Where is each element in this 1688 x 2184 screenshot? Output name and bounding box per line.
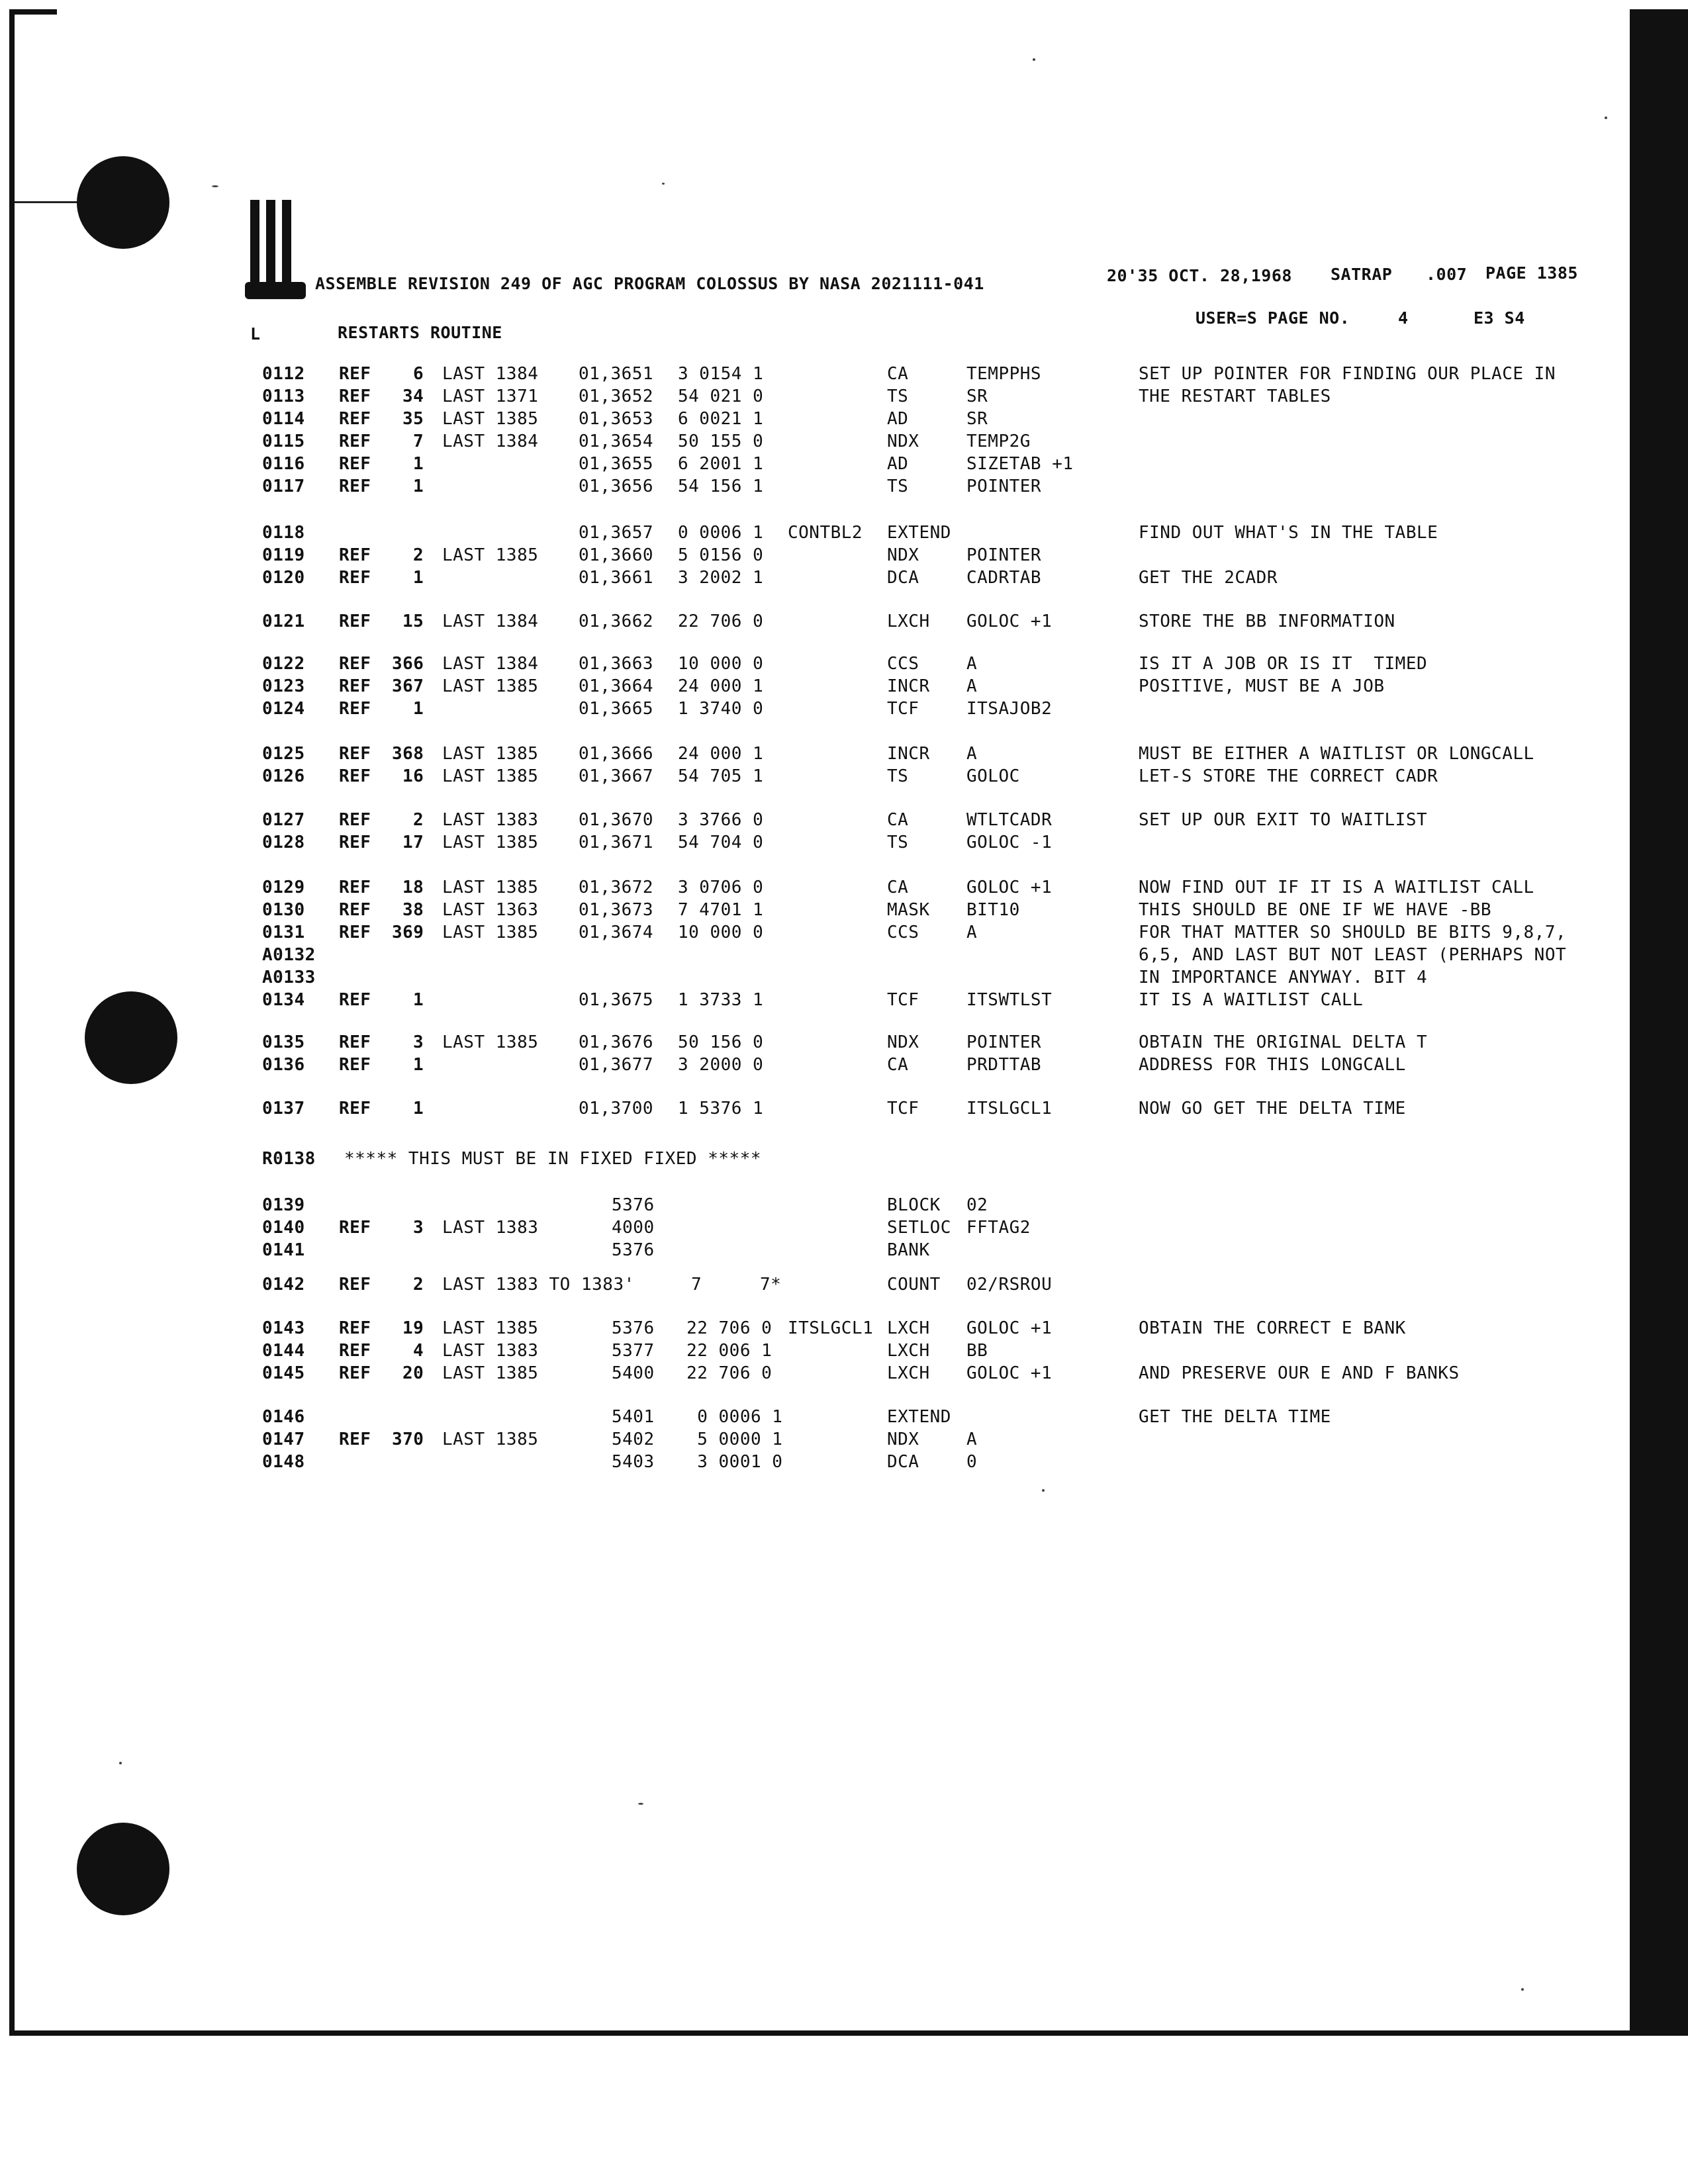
listing-code: 3 2000 0 xyxy=(678,1055,764,1075)
listing-code: 5376 22 706 0 xyxy=(612,1318,773,1338)
listing-code: 54 021 0 xyxy=(678,387,764,406)
listing-ref-count: 367 xyxy=(392,676,424,696)
listing-comment: NOW GO GET THE DELTA TIME xyxy=(1139,1099,1406,1118)
listing-r: REF xyxy=(339,990,371,1010)
listing-r: REF xyxy=(339,387,371,406)
listing-op: NDX xyxy=(887,432,919,451)
listing-code: 54 704 0 xyxy=(678,833,764,852)
listing-op: TCF xyxy=(887,990,919,1010)
listing-n: A0133 xyxy=(262,968,316,987)
listing-op: LXCH xyxy=(887,1363,930,1383)
listing-addr: 01,3663 xyxy=(579,654,654,674)
edition: E3 S4 xyxy=(1474,308,1525,328)
listing-n: 0125 xyxy=(262,744,305,764)
listing-n: 0117 xyxy=(262,477,305,496)
listing-addr: 01,3666 xyxy=(579,744,654,764)
listing-comment: 6,5, AND LAST BUT NOT LEAST (PERHAPS NOT xyxy=(1139,945,1567,965)
listing-ref-count: 370 xyxy=(392,1430,424,1449)
listing-operand: SIZETAB +1 xyxy=(966,454,1074,474)
listing-n: 0134 xyxy=(262,990,305,1010)
scan-speck xyxy=(638,1803,643,1805)
listing-code: 3 2002 1 xyxy=(678,568,764,588)
listing-comment: FIND OUT WHAT'S IN THE TABLE xyxy=(1139,523,1438,543)
listing-n: 0116 xyxy=(262,454,305,474)
listing-addr: 01,3673 xyxy=(579,900,654,920)
listing-op: CCS xyxy=(887,654,919,674)
listing-op: CA xyxy=(887,878,909,897)
listing-comment: STORE THE BB INFORMATION xyxy=(1139,612,1395,631)
punch-hole-middle xyxy=(85,991,177,1084)
listing-ref-count: 368 xyxy=(392,744,424,764)
listing-addr: 01,3700 xyxy=(579,1099,654,1118)
listing-op: EXTEND xyxy=(887,1407,951,1427)
listing-code: 5403 3 0001 0 xyxy=(612,1452,783,1472)
listing-addr: 01,3672 xyxy=(579,878,654,897)
listing-n: 0130 xyxy=(262,900,305,920)
listing-n: 0113 xyxy=(262,387,305,406)
program-version: .007 xyxy=(1426,265,1468,284)
listing-op: CA xyxy=(887,1055,909,1075)
listing-label: ITSLGCL1 xyxy=(788,1318,874,1338)
listing-last: LAST 1385 xyxy=(442,878,539,897)
listing-code: 6 2001 1 xyxy=(678,454,764,474)
listing-operand: 02 xyxy=(966,1195,988,1215)
listing-op: DCA xyxy=(887,1452,919,1472)
listing-operand: SR xyxy=(966,387,988,406)
listing-comment: THE RESTART TABLES xyxy=(1139,387,1331,406)
listing-n: 0131 xyxy=(262,923,305,942)
listing-op: TS xyxy=(887,766,909,786)
scan-speck xyxy=(1605,116,1607,119)
timestamp: 20'35 OCT. 28,1968 xyxy=(1107,266,1292,285)
listing-ref-count: 1 xyxy=(413,454,424,474)
listing-n: 0120 xyxy=(262,568,305,588)
listing-operand: 02/RSROU xyxy=(966,1275,1053,1295)
listing-code: 5 0156 0 xyxy=(678,545,764,565)
page-number: PAGE 1385 xyxy=(1485,263,1578,283)
listing-op: INCR xyxy=(887,744,930,764)
listing-r: REF xyxy=(339,477,371,496)
listing-n: 0126 xyxy=(262,766,305,786)
listing-op: INCR xyxy=(887,676,930,696)
listing-n: 0119 xyxy=(262,545,305,565)
listing-code: 3 0154 1 xyxy=(678,364,764,384)
listing-op: CA xyxy=(887,810,909,830)
listing-op: LXCH xyxy=(887,1341,930,1361)
listing-addr: 01,3651 xyxy=(579,364,654,384)
listing-last: LAST 1384 xyxy=(442,612,539,631)
listing-ref-count: 1 xyxy=(413,568,424,588)
scan-speck xyxy=(1521,1988,1524,1991)
listing-op: CA xyxy=(887,364,909,384)
listing-code: 54 156 1 xyxy=(678,477,764,496)
listing-op: TCF xyxy=(887,1099,919,1118)
listing-r: REF xyxy=(339,612,371,631)
listing-r: REF xyxy=(339,878,371,897)
listing-n: 0140 xyxy=(262,1218,305,1238)
listing-op: BANK xyxy=(887,1240,930,1260)
listing-code: 10 000 0 xyxy=(678,654,764,674)
listing-code: 1 3733 1 xyxy=(678,990,764,1010)
listing-operand: A xyxy=(966,744,978,764)
listing-op: MASK xyxy=(887,900,930,920)
scan-speck xyxy=(212,185,218,187)
listing-r: REF xyxy=(339,364,371,384)
punch-hole-bottom xyxy=(77,1823,169,1915)
listing-operand: TEMPPHS xyxy=(966,364,1042,384)
listing-r: REF xyxy=(339,676,371,696)
listing-op: DCA xyxy=(887,568,919,588)
listing-operand: A xyxy=(966,923,978,942)
listing-r: REF xyxy=(339,744,371,764)
listing-code: 5376 xyxy=(612,1195,655,1215)
listing-r: REF xyxy=(339,699,371,719)
listing-n: 0144 xyxy=(262,1341,305,1361)
listing-n: 0146 xyxy=(262,1407,305,1427)
listing-op: AD xyxy=(887,409,909,429)
listing-ref-count: 16 xyxy=(402,766,424,786)
listing-code: 5401 0 0006 1 xyxy=(612,1407,783,1427)
listing-op: EXTEND xyxy=(887,523,951,543)
listing-n: 0142 xyxy=(262,1275,305,1295)
listing-ref-count: 1 xyxy=(413,699,424,719)
listing-r: REF xyxy=(339,900,371,920)
listing-comment: NOW FIND OUT IF IT IS A WAITLIST CALL xyxy=(1139,878,1534,897)
listing-addr: 01,3664 xyxy=(579,676,654,696)
listing-op: NDX xyxy=(887,1032,919,1052)
listing-last: LAST 1385 xyxy=(442,409,539,429)
listing-n: 0148 xyxy=(262,1452,305,1472)
listing-code: 54 705 1 xyxy=(678,766,764,786)
listing-code: 5376 xyxy=(612,1240,655,1260)
listing-n: 0114 xyxy=(262,409,305,429)
listing-ref-count: 19 xyxy=(402,1318,424,1338)
listing-code: 24 000 1 xyxy=(678,744,764,764)
listing-addr: 7 xyxy=(691,1275,702,1295)
listing-ref-count: 2 xyxy=(413,1275,424,1295)
scan-speck xyxy=(1033,58,1035,61)
listing-n: A0132 xyxy=(262,945,316,965)
listing-ref-count: 7 xyxy=(413,432,424,451)
listing-r: REF xyxy=(339,810,371,830)
top-corner-rule xyxy=(9,9,57,15)
listing-last: LAST 1363 xyxy=(442,900,539,920)
listing-operand: A xyxy=(966,676,978,696)
listing-comment: MUST BE EITHER A WAITLIST OR LONGCALL xyxy=(1139,744,1534,764)
listing-code: 1 3740 0 xyxy=(678,699,764,719)
listing-addr: 01,3677 xyxy=(579,1055,654,1075)
listing-n: 0128 xyxy=(262,833,305,852)
listing-r: REF xyxy=(339,1430,371,1449)
listing-operand: GOLOC +1 xyxy=(966,878,1053,897)
user-page-number: 4 xyxy=(1398,308,1409,328)
listing-comment: OBTAIN THE CORRECT E BANK xyxy=(1139,1318,1406,1338)
listing-last: LAST 1385 xyxy=(442,1363,539,1383)
listing-last: LAST 1385 xyxy=(442,833,539,852)
listing-code: 50 156 0 xyxy=(678,1032,764,1052)
program-name: SATRAP xyxy=(1331,265,1393,284)
hole-guide-line xyxy=(15,201,78,203)
listing-operand: BB xyxy=(966,1341,988,1361)
listing-r: REF xyxy=(339,1099,371,1118)
listing-ref-count: 3 xyxy=(413,1218,424,1238)
listing-n: 0139 xyxy=(262,1195,305,1215)
listing-operand: GOLOC +1 xyxy=(966,1363,1053,1383)
listing-code: 0 0006 1 xyxy=(678,523,764,543)
listing-last: LAST 1385 xyxy=(442,676,539,696)
listing-addr: 01,3654 xyxy=(579,432,654,451)
scan-speck xyxy=(662,183,665,185)
listing-code: 5402 5 0000 1 xyxy=(612,1430,783,1449)
listing-r: REF xyxy=(339,1275,371,1295)
listing-ref-count: 369 xyxy=(392,923,424,942)
listing-operand: POINTER xyxy=(966,545,1042,565)
printer-logo-base xyxy=(245,282,306,299)
listing-code: 1 5376 1 xyxy=(678,1099,764,1118)
listing-operand: 0 xyxy=(966,1452,978,1472)
listing-last: LAST 1384 xyxy=(442,432,539,451)
listing-ref-count: 1 xyxy=(413,1055,424,1075)
listing-operand: GOLOC xyxy=(966,766,1020,786)
listing-operand: GOLOC -1 xyxy=(966,833,1053,852)
listing-ref-count: 35 xyxy=(402,409,424,429)
listing-op: NDX xyxy=(887,1430,919,1449)
listing-op: NDX xyxy=(887,545,919,565)
listing-label: CONTBL2 xyxy=(788,523,863,543)
listing-op: TS xyxy=(887,477,909,496)
right-scan-edge xyxy=(1630,9,1688,2036)
section-marker: L xyxy=(250,324,261,343)
listing-n: 0115 xyxy=(262,432,305,451)
listing-operand: GOLOC +1 xyxy=(966,1318,1053,1338)
listing-code: 3 3766 0 xyxy=(678,810,764,830)
listing-r: REF xyxy=(339,923,371,942)
listing-n: 0121 xyxy=(262,612,305,631)
punch-hole-top xyxy=(77,156,169,249)
assemble-revision-line: ASSEMBLE REVISION 249 OF AGC PROGRAM COLOSSUS BY NASA 2021111-041 xyxy=(315,274,984,293)
listing-n: 0141 xyxy=(262,1240,305,1260)
listing-op: LXCH xyxy=(887,612,930,631)
listing-ref-count: 6 xyxy=(413,364,424,384)
listing-comment: FOR THAT MATTER SO SHOULD BE BITS 9,8,7, xyxy=(1139,923,1567,942)
listing-operand: ITSLGCL1 xyxy=(966,1099,1053,1118)
listing-operand: CADRTAB xyxy=(966,568,1042,588)
listing-last: LAST 1385 xyxy=(442,923,539,942)
listing-last: LAST 1385 xyxy=(442,1430,539,1449)
listing-last: LAST 1385 xyxy=(442,545,539,565)
listing-ref-count: 15 xyxy=(402,612,424,631)
listing-r: REF xyxy=(339,766,371,786)
listing-r: REF xyxy=(339,1218,371,1238)
listing-addr: 01,3662 xyxy=(579,612,654,631)
listing-ref-count: 366 xyxy=(392,654,424,674)
listing-comment: POSITIVE, MUST BE A JOB xyxy=(1139,676,1385,696)
listing-last: LAST 1385 xyxy=(442,744,539,764)
listing-ref-count: 18 xyxy=(402,878,424,897)
listing-operand: POINTER xyxy=(966,477,1042,496)
listing-operand: A xyxy=(966,1430,978,1449)
listing-addr: 01,3653 xyxy=(579,409,654,429)
listing-operand: PRDTTAB xyxy=(966,1055,1042,1075)
listing-r: REF xyxy=(339,432,371,451)
listing-n: 0127 xyxy=(262,810,305,830)
listing-n: 0124 xyxy=(262,699,305,719)
section-title: RESTARTS ROUTINE xyxy=(338,323,502,342)
listing-addr: 01,3674 xyxy=(579,923,654,942)
listing-comment: ADDRESS FOR THIS LONGCALL xyxy=(1139,1055,1406,1075)
listing-operand: TEMP2G xyxy=(966,432,1031,451)
listing-comment: AND PRESERVE OUR E AND F BANKS xyxy=(1139,1363,1460,1383)
listing-operand: POINTER xyxy=(966,1032,1042,1052)
listing-last: LAST 1383 xyxy=(442,1341,539,1361)
listing-last: LAST 1385 xyxy=(442,1032,539,1052)
listing-op: LXCH xyxy=(887,1318,930,1338)
listing-n: 0118 xyxy=(262,523,305,543)
listing-r: REF xyxy=(339,1055,371,1075)
listing-r: REF xyxy=(339,1341,371,1361)
listing-ref-count: 2 xyxy=(413,810,424,830)
listing-addr: 01,3665 xyxy=(579,699,654,719)
listing-comment: LET-S STORE THE CORRECT CADR xyxy=(1139,766,1438,786)
listing-comment: GET THE DELTA TIME xyxy=(1139,1407,1331,1427)
listing-n: 0135 xyxy=(262,1032,305,1052)
listing-ref-count: 3 xyxy=(413,1032,424,1052)
listing-op: TCF xyxy=(887,699,919,719)
listing-addr: 01,3676 xyxy=(579,1032,654,1052)
listing-ref-count: 2 xyxy=(413,545,424,565)
listing-r: REF xyxy=(339,1032,371,1052)
bottom-margin-rule xyxy=(9,2030,1671,2036)
listing-last: LAST 1384 xyxy=(442,364,539,384)
listing-r: REF xyxy=(339,833,371,852)
listing-code: 7* xyxy=(760,1275,782,1295)
listing-last: LAST 1384 xyxy=(442,654,539,674)
listing-n: 0147 xyxy=(262,1430,305,1449)
listing-operand: FFTAG2 xyxy=(966,1218,1031,1238)
listing-operand: ITSWTLST xyxy=(966,990,1053,1010)
listing-n: 0129 xyxy=(262,878,305,897)
listing-addr: 01,3661 xyxy=(579,568,654,588)
scan-speck xyxy=(1042,1489,1045,1492)
listing-last: LAST 1383 xyxy=(442,810,539,830)
listing-op: CCS xyxy=(887,923,919,942)
listing-code: 24 000 1 xyxy=(678,676,764,696)
listing-n: R0138 xyxy=(262,1149,316,1169)
listing-ref-count: 34 xyxy=(402,387,424,406)
listing-addr: 01,3655 xyxy=(579,454,654,474)
listing-code: 5377 22 006 1 xyxy=(612,1341,773,1361)
listing-r: REF xyxy=(339,654,371,674)
listing-r: REF xyxy=(339,545,371,565)
listing-addr: 01,3657 xyxy=(579,523,654,543)
listing-code: 7 4701 1 xyxy=(678,900,764,920)
listing-code: 50 155 0 xyxy=(678,432,764,451)
listing-comment: IS IT A JOB OR IS IT TIMED xyxy=(1139,654,1428,674)
listing-n: 0137 xyxy=(262,1099,305,1118)
left-margin-rule xyxy=(9,9,15,2036)
listing-op: TS xyxy=(887,387,909,406)
listing-comment: SET UP POINTER FOR FINDING OUR PLACE IN xyxy=(1139,364,1556,384)
listing-last: LAST 1385 xyxy=(442,766,539,786)
listing-code: 10 000 0 xyxy=(678,923,764,942)
listing-n: 0136 xyxy=(262,1055,305,1075)
listing-comment: GET THE 2CADR xyxy=(1139,568,1278,588)
listing-addr: 01,3656 xyxy=(579,477,654,496)
listing-addr: 01,3675 xyxy=(579,990,654,1010)
listing-addr: 01,3670 xyxy=(579,810,654,830)
listing-op: SETLOC xyxy=(887,1218,951,1238)
listing-op: COUNT xyxy=(887,1275,941,1295)
listing-r: REF xyxy=(339,1363,371,1383)
listing-comment: THIS SHOULD BE ONE IF WE HAVE -BB xyxy=(1139,900,1492,920)
listing-r: REF xyxy=(339,454,371,474)
listing-addr: 01,3671 xyxy=(579,833,654,852)
listing-operand: A xyxy=(966,654,978,674)
listing-comment: IN IMPORTANCE ANYWAY. BIT 4 xyxy=(1139,968,1428,987)
user-page-label: USER=S PAGE NO. xyxy=(1196,308,1350,328)
listing-code: 4000 xyxy=(612,1218,655,1238)
listing-last: LAST 1383 xyxy=(442,1218,539,1238)
listing-n: 0122 xyxy=(262,654,305,674)
fixed-fixed-note: ***** THIS MUST BE IN FIXED FIXED ***** xyxy=(344,1149,761,1169)
listing-addr: 01,3660 xyxy=(579,545,654,565)
listing-ref-count: 1 xyxy=(413,477,424,496)
listing-addr: 01,3667 xyxy=(579,766,654,786)
listing-operand: WTLTCADR xyxy=(966,810,1053,830)
listing-n: 0112 xyxy=(262,364,305,384)
listing-ref-count: 4 xyxy=(413,1341,424,1361)
listing-code: 22 706 0 xyxy=(678,612,764,631)
listing-comment: OBTAIN THE ORIGINAL DELTA T xyxy=(1139,1032,1428,1052)
listing-comment: IT IS A WAITLIST CALL xyxy=(1139,990,1364,1010)
scan-speck xyxy=(119,1762,122,1764)
listing-ref-count: 38 xyxy=(402,900,424,920)
listing-addr: 01,3652 xyxy=(579,387,654,406)
listing-code: 3 0706 0 xyxy=(678,878,764,897)
listing-n: 0123 xyxy=(262,676,305,696)
listing-operand: ITSAJOB2 xyxy=(966,699,1053,719)
listing-ref-count: 1 xyxy=(413,990,424,1010)
listing-op: AD xyxy=(887,454,909,474)
listing-last: LAST 1383 TO 1383' xyxy=(442,1275,635,1295)
listing-op: BLOCK xyxy=(887,1195,941,1215)
listing-r: REF xyxy=(339,1318,371,1338)
listing-operand: BIT10 xyxy=(966,900,1020,920)
listing-n: 0145 xyxy=(262,1363,305,1383)
listing-ref-count: 1 xyxy=(413,1099,424,1118)
listing-r: REF xyxy=(339,409,371,429)
listing-comment: SET UP OUR EXIT TO WAITLIST xyxy=(1139,810,1428,830)
listing-ref-count: 17 xyxy=(402,833,424,852)
listing-code: 5400 22 706 0 xyxy=(612,1363,773,1383)
listing-code: 6 0021 1 xyxy=(678,409,764,429)
listing-ref-count: 20 xyxy=(402,1363,424,1383)
listing-r: REF xyxy=(339,568,371,588)
listing-operand: GOLOC +1 xyxy=(966,612,1053,631)
listing-operand: SR xyxy=(966,409,988,429)
listing-n: 0143 xyxy=(262,1318,305,1338)
listing-last: LAST 1385 xyxy=(442,1318,539,1338)
listing-op: TS xyxy=(887,833,909,852)
listing-last: LAST 1371 xyxy=(442,387,539,406)
